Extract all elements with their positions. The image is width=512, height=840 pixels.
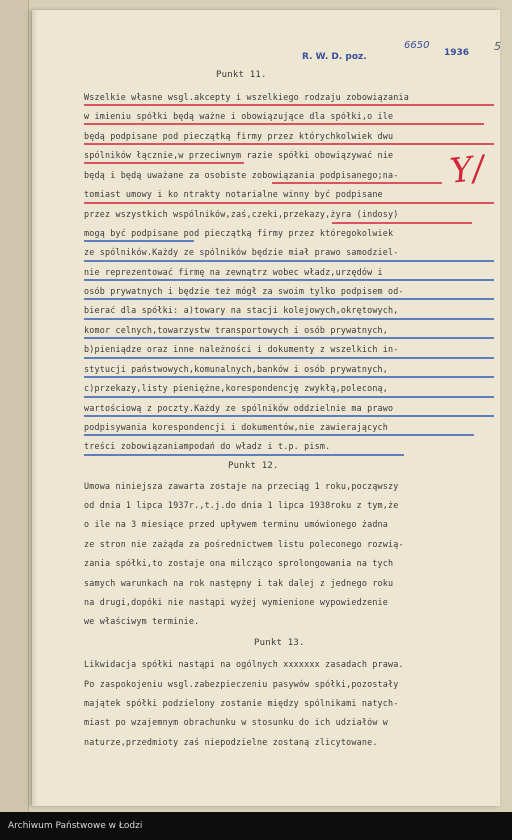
text-line: miast po wzajemnym obrachunku w stosunku do ich udziałów w <box>84 717 389 727</box>
red-underline <box>84 162 244 164</box>
text-line: Wszelkie własne wsgl.akcepty i wszelkiego rodzaju zobowiązania <box>84 92 410 102</box>
text-line: od dnia 1 lipca 1937r.,t.j.do dnia 1 lipca 1938roku z tym,że <box>84 500 399 510</box>
blue-underline <box>84 434 474 436</box>
text-line: mogą być podpisane pod pieczątką firmy przez któregokolwiek <box>84 228 394 238</box>
section-heading: Punkt 12. <box>228 461 279 471</box>
blue-underline <box>84 396 494 398</box>
text-line: c)przekazy,listy pieniężne,korespondencję zwykłą,poleconą, <box>84 383 389 393</box>
text-line: bierać dla spółki: a)towary na stacji kolejowych,okrętowych, <box>84 305 399 315</box>
red-underline <box>84 104 494 106</box>
page-number-annotation: 5 <box>494 40 501 53</box>
archive-footer-bar <box>0 812 512 840</box>
text-line: nie reprezentować firmę na zewnątrz wobec władz,urzędów i <box>84 267 383 277</box>
text-line: tomiast umowy i ko ntrakty notarialne winny być podpisane <box>84 189 383 199</box>
blue-underline <box>84 318 494 320</box>
text-line: Po zaspokojeniu wsgl.zabezpieczeniu pasywów spółki,pozostały <box>84 679 399 689</box>
registry-stamp-number: 6650 <box>404 40 430 51</box>
red-pencil-mark: Y/ <box>448 148 486 192</box>
text-line: zania spółki,to zostaje ona milcząco sprolongowania na tych <box>84 558 394 568</box>
registry-stamp-label: R. W. D. poz. <box>302 52 367 62</box>
section-heading: Punkt 13. <box>254 638 305 648</box>
text-line: wartościową z poczty.Każdy ze spólników oddzielnie ma prawo <box>84 403 394 413</box>
text-line: Umowa niniejsza zawarta zostaje na przeciąg 1 roku,począwszy <box>84 481 399 491</box>
text-line: Likwidacja spółki nastąpi na ogólnych xxxxxxx zasadach prawa. <box>84 659 404 669</box>
text-line: ze stron nie zażąda za pośrednictwem listu poleconego rozwią- <box>84 539 404 549</box>
text-line: przez wszystkich wspólników,zaś,czeki,przekazy,żyra (indosy) <box>84 209 399 219</box>
text-line: treści zobowiązaniampodań do władz i t.p. pism. <box>84 441 331 451</box>
red-underline <box>332 222 472 224</box>
blue-underline <box>84 376 494 378</box>
blue-underline <box>84 298 494 300</box>
red-underline <box>272 182 442 184</box>
text-line: komor celnych,towarzystw transportowych i osób prywatnych, <box>84 325 389 335</box>
text-line: o ile na 3 miesiące przed upływem terminu umówionego żadna <box>84 519 389 529</box>
text-line: na drugi,dopóki nie nastąpi wyżej wymienione wypowiedzenie <box>84 597 389 607</box>
text-line: b)pieniądze oraz inne należności i dokumenty z wszelkich in- <box>84 344 399 354</box>
blue-underline <box>84 279 494 281</box>
text-line: majątek spółki podzielony zostanie między spólnikami natych- <box>84 698 399 708</box>
text-line: podpisywania korespondencji i dokumentów,nie zawierających <box>84 422 389 432</box>
underlying-page-edge <box>0 0 29 812</box>
text-line: we właściwym terminie. <box>84 616 200 626</box>
text-line: stytucji państwowych,komunalnych,banków i osób prywatnych, <box>84 364 389 374</box>
text-line: będą i będą uważane za osobiste zobowiązania podpisanego;na- <box>84 170 399 180</box>
archive-name: Archiwum Państwowe w Łodzi <box>8 821 143 831</box>
text-line: naturze,przedmioty zaś niepodzielne zostaną zlicytowane. <box>84 737 378 747</box>
section-heading: Punkt 11. <box>216 70 267 80</box>
text-line: osób prywatnych i będzie też mógł za swoim tylko podpisem od- <box>84 286 404 296</box>
blue-underline <box>84 357 494 359</box>
blue-underline <box>84 240 194 242</box>
registry-stamp-year: 1936 <box>444 48 470 58</box>
text-line: ze spólników.Każdy ze spólników będzie miał prawo samodziel- <box>84 247 399 257</box>
blue-underline <box>84 260 494 262</box>
text-line: samych warunkach na rok następny i tak dalej z jednego roku <box>84 578 394 588</box>
red-underline <box>84 143 494 145</box>
red-underline <box>84 202 494 204</box>
text-line: spólników łącznie,w przeciwnym razie spółki obowiązywać nie <box>84 150 394 160</box>
text-line: w imieniu spółki będą ważne i obowiązujące dla spółki,o ile <box>84 111 394 121</box>
red-underline <box>84 123 484 125</box>
page-fold-shadow <box>32 10 38 806</box>
text-line: będą podpisane pod pieczątką firmy przez którychkolwiek dwu <box>84 131 394 141</box>
blue-underline <box>84 337 494 339</box>
blue-underline <box>84 454 404 456</box>
typed-page <box>32 10 500 806</box>
blue-underline <box>84 415 494 417</box>
